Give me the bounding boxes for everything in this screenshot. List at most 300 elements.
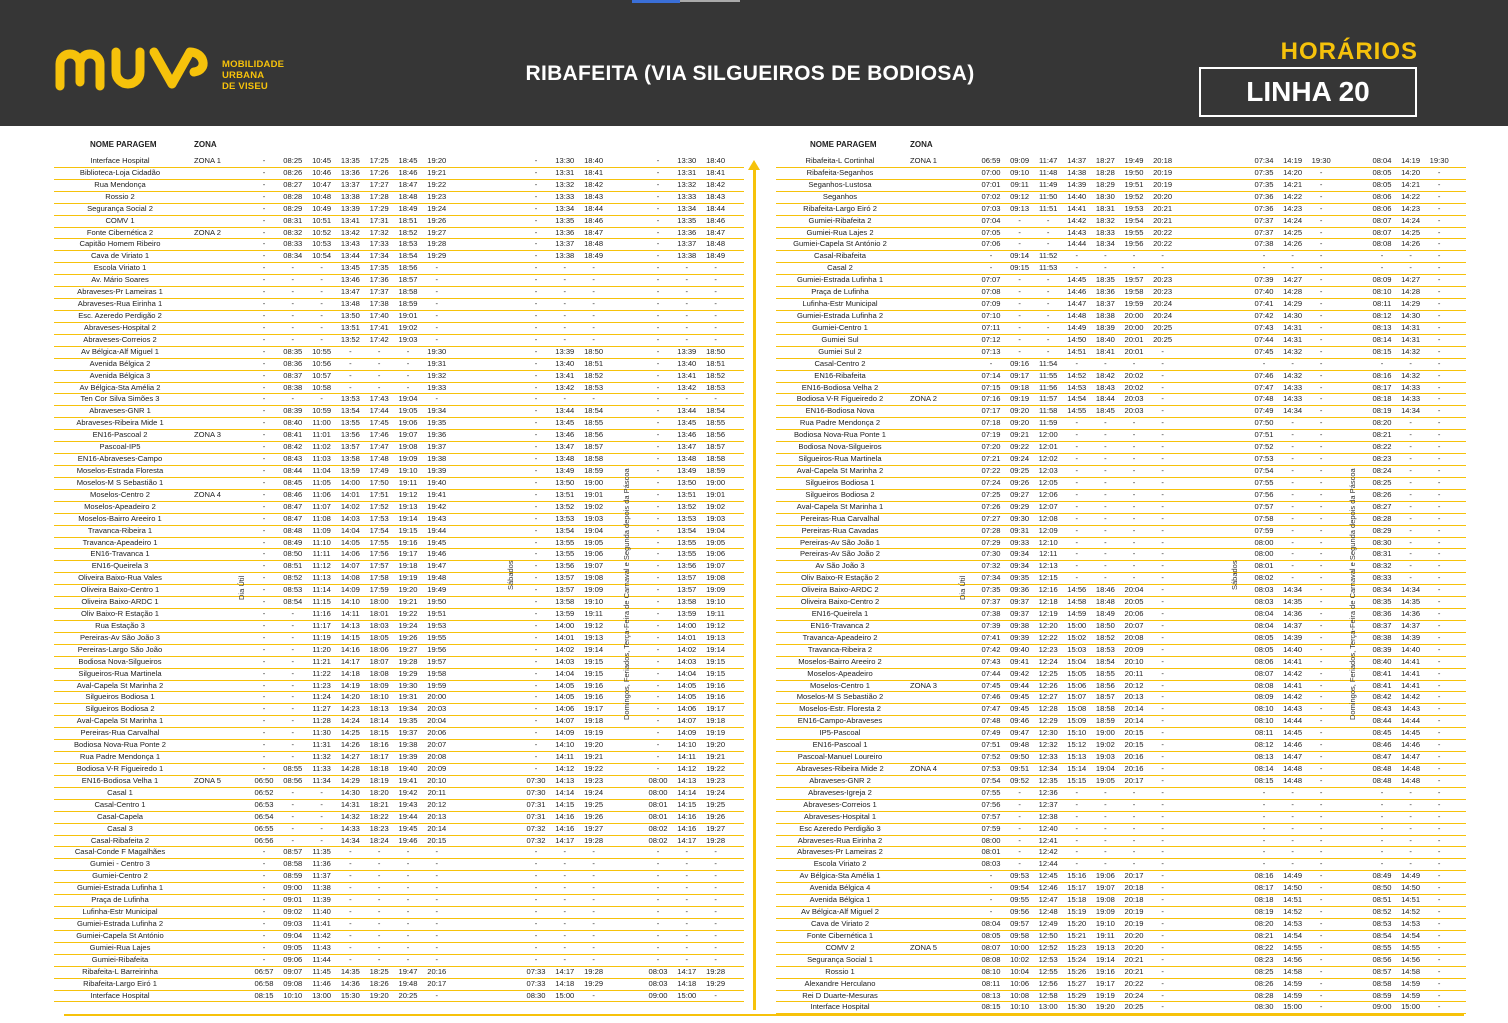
time-cell: 20:21 [1153, 203, 1173, 213]
time-cell: 08:22 [1254, 942, 1274, 952]
time-cell: - [1161, 895, 1164, 905]
time-cell: 14:41 [1067, 203, 1087, 213]
time-cell: - [291, 656, 295, 666]
time-cell: 13:56 [555, 561, 575, 571]
time-cell: - [534, 847, 538, 857]
time-cell: 11:56 [1038, 382, 1058, 392]
time-cell: 08:26 [1372, 489, 1392, 499]
time-cell: 18:44 [584, 203, 604, 213]
time-cell: - [291, 310, 295, 320]
time-cell: 14:52 [1401, 907, 1421, 917]
col-header-zone: ZONA [194, 140, 217, 149]
time-cell: 08:03 [648, 966, 668, 976]
time-cell: 20:22 [1153, 227, 1173, 237]
time-cell: - [1075, 537, 1079, 547]
time-cell: 11:14 [312, 585, 331, 595]
time-cell: 07:59 [981, 823, 1001, 833]
time-cell: 14:59 [1067, 609, 1087, 619]
table-row [54, 263, 744, 275]
time-cell: - [291, 811, 295, 821]
time-cell: - [1319, 668, 1323, 678]
time-cell: 14:34 [340, 835, 360, 845]
time-cell: 13:38 [340, 191, 360, 201]
time-cell: - [1161, 1002, 1164, 1012]
time-cell: - [1437, 692, 1441, 702]
time-cell: 11:10 [312, 537, 331, 547]
time-cell: - [1046, 310, 1050, 320]
time-cell: - [714, 895, 717, 905]
time-cell: 18:48 [584, 239, 604, 249]
time-cell: 14:48 [1401, 775, 1421, 785]
time-cell: 07:18 [981, 418, 1001, 428]
time-cell: - [262, 895, 266, 905]
time-cell: - [989, 907, 993, 917]
time-cell: - [320, 823, 323, 833]
time-cell: 17:41 [369, 322, 389, 332]
time-cell: 09:00 [1372, 1002, 1392, 1012]
time-cell: 08:45 [283, 477, 303, 487]
time-cell: - [592, 895, 595, 905]
time-cell: 09:05 [283, 942, 303, 952]
time-cell: - [435, 334, 439, 344]
time-cell: - [563, 263, 567, 273]
stop-name: Gumiei Sul 2 [818, 346, 862, 356]
time-cell: 15:16 [1067, 871, 1087, 881]
time-cell: - [1319, 573, 1323, 583]
time-cell: - [1132, 430, 1136, 440]
time-cell: 15:00 [555, 990, 575, 1000]
time-cell: - [534, 740, 538, 750]
time-cell: - [435, 859, 439, 869]
time-cell: 08:13 [981, 990, 1001, 1000]
line-number-box: LINHA 20 [1199, 67, 1417, 117]
time-cell: 11:05 [312, 477, 331, 487]
time-cell: 08:41 [1372, 680, 1392, 690]
time-cell: - [262, 370, 266, 380]
stop-name: Interface Hospital [810, 1002, 870, 1012]
time-cell: - [262, 728, 266, 738]
time-cell: - [1262, 358, 1266, 368]
time-cell: 19:25 [584, 799, 604, 809]
time-cell: - [1075, 442, 1079, 452]
time-cell: 10:47 [312, 179, 332, 189]
stop-name: Casal 3 [107, 823, 133, 833]
time-cell: - [1018, 811, 1021, 821]
time-cell: 08:57 [283, 847, 303, 857]
time-cell: 12:50 [1038, 930, 1058, 940]
time-cell: 20:08 [1124, 632, 1144, 642]
stop-name: Pascoal-IP5 [99, 442, 141, 452]
time-cell: 09:15 [1010, 263, 1030, 273]
time-cell: - [1409, 835, 1412, 845]
time-cell: 08:55 [283, 764, 303, 774]
time-cell: 08:25 [283, 156, 303, 165]
tagline-line-3: DE VISEU [222, 81, 268, 92]
time-cell: - [1161, 978, 1164, 988]
time-cell: 19:13 [1095, 942, 1115, 952]
time-cell: 08:44 [283, 465, 303, 475]
time-cell: 19:26 [706, 811, 726, 821]
time-cell: - [1437, 489, 1441, 499]
time-cell: 14:11 [555, 752, 575, 762]
stop-name: EN16-Bodiosa Velha 1 [81, 775, 159, 785]
top-strip-2 [680, 0, 740, 2]
stop-name: Casal 2 [827, 263, 853, 273]
time-cell: 08:38 [283, 382, 303, 392]
time-cell: - [1161, 418, 1164, 428]
time-cell: 19:06 [398, 418, 418, 428]
time-cell: 08:34 [1372, 585, 1392, 595]
time-cell: 20:20 [1153, 191, 1173, 201]
time-cell: - [1437, 203, 1441, 213]
time-cell: - [1319, 239, 1323, 249]
time-cell: - [1409, 442, 1412, 452]
time-cell: 08:39 [283, 406, 303, 416]
time-cell: 13:43 [340, 239, 360, 249]
time-cell: 06:59 [981, 156, 1001, 165]
time-cell: 18:47 [584, 227, 604, 237]
time-cell: - [1132, 477, 1136, 487]
time-cell: 14:09 [340, 585, 360, 595]
time-cell: - [262, 680, 266, 690]
time-cell: - [262, 692, 266, 702]
time-cell: - [534, 167, 538, 177]
time-cell: 08:04 [981, 919, 1001, 928]
time-cell: 14:54 [1283, 930, 1303, 940]
time-cell: 11:54 [1038, 358, 1058, 368]
time-cell: 12:42 [1038, 847, 1058, 857]
time-cell: 12:45 [1038, 871, 1058, 881]
time-cell: - [1437, 883, 1441, 893]
stop-name: EN16-Ribafeita [814, 370, 866, 380]
time-cell: 09:00 [648, 990, 668, 1000]
time-cell: 07:45 [981, 680, 1001, 690]
time-cell: - [1409, 251, 1412, 261]
time-cell: 07:27 [981, 513, 1001, 523]
time-cell: - [534, 919, 538, 928]
time-cell: 08:37 [283, 370, 303, 380]
time-cell: 19:09 [706, 585, 726, 595]
time-cell: 19:26 [584, 811, 604, 821]
time-cell: 19:16 [706, 680, 726, 690]
time-cell: 14:16 [340, 644, 360, 654]
time-cell: 19:05 [706, 537, 726, 547]
time-cell: 19:16 [398, 537, 418, 547]
time-cell: 19:46 [398, 835, 418, 845]
time-cell: - [1291, 549, 1294, 559]
stop-name: Bodiosa Nova-Silgueiros [78, 656, 162, 666]
time-cell: 13:37 [340, 179, 360, 189]
time-cell: 13:59 [555, 609, 575, 619]
time-cell: - [989, 895, 993, 905]
time-cell: 07:41 [1254, 299, 1274, 309]
time-cell: - [320, 394, 323, 404]
time-cell: - [1409, 358, 1412, 368]
time-cell: - [592, 919, 595, 928]
time-cell: 08:17 [1254, 883, 1274, 893]
time-cell: 07:16 [981, 394, 1001, 404]
time-cell: 17:48 [369, 454, 389, 464]
time-cell: 14:37 [1283, 620, 1303, 630]
time-cell: - [656, 704, 660, 714]
time-cell: 09:56 [1010, 907, 1030, 917]
stop-name: Oliv Baixo-R Estação 2 [800, 573, 880, 583]
table-row [776, 538, 1466, 550]
time-cell: 18:08 [369, 668, 389, 678]
time-cell: 09:13 [1010, 203, 1030, 213]
table-row [54, 251, 744, 263]
time-cell: 20:09 [427, 764, 447, 774]
time-cell: 19:51 [1124, 179, 1144, 189]
time-cell: - [1437, 322, 1441, 332]
time-cell: 14:41 [1283, 656, 1303, 666]
time-cell: 18:29 [1095, 179, 1115, 189]
time-cell: 08:53 [1372, 919, 1392, 928]
time-cell: 13:48 [340, 299, 360, 309]
time-cell: - [291, 728, 295, 738]
time-cell: - [262, 704, 266, 714]
table-row [54, 418, 744, 430]
stop-name: Ribafeita-Largo Eiró 1 [83, 978, 157, 988]
table-row [776, 967, 1466, 979]
time-cell: 07:10 [981, 310, 1001, 320]
time-cell: - [685, 299, 689, 309]
time-cell: 13:49 [677, 465, 697, 475]
time-cell: - [1075, 847, 1079, 857]
time-cell: - [262, 442, 266, 452]
time-cell: 14:50 [1067, 334, 1087, 344]
time-cell: 20:21 [1124, 966, 1144, 976]
time-cell: 09:45 [1010, 692, 1030, 702]
time-cell: 20:04 [1124, 585, 1144, 595]
time-cell: - [262, 263, 266, 273]
time-cell: 08:11 [1254, 728, 1274, 738]
time-cell: 07:12 [981, 334, 1001, 344]
time-cell: 13:42 [555, 382, 575, 392]
time-cell: - [1319, 787, 1323, 797]
time-cell: - [1319, 764, 1323, 774]
time-cell: - [592, 394, 595, 404]
time-cell: 18:50 [706, 346, 726, 356]
time-cell: - [262, 465, 266, 475]
time-cell: 20:23 [1153, 287, 1173, 297]
time-cell: 14:54 [1067, 394, 1087, 404]
time-cell: - [656, 275, 660, 285]
time-cell: 13:39 [677, 346, 697, 356]
table-row [776, 812, 1466, 824]
table-row [54, 859, 744, 871]
time-cell: 13:41 [340, 215, 360, 225]
time-cell: - [291, 287, 295, 297]
time-cell: 18:35 [1095, 275, 1115, 285]
time-cell: - [1132, 537, 1136, 547]
table-row [776, 776, 1466, 788]
table-row [776, 728, 1466, 740]
time-cell: 07:57 [981, 811, 1001, 821]
time-cell: 13:31 [555, 167, 575, 177]
time-cell: 18:52 [398, 227, 418, 237]
time-cell: - [1437, 251, 1441, 261]
time-cell: - [1437, 299, 1441, 309]
time-cell: 14:47 [1067, 299, 1087, 309]
time-cell: 08:49 [1372, 871, 1392, 881]
time-cell: - [1104, 537, 1107, 547]
stop-name: Silgueiros-Rua Martinela [798, 454, 882, 464]
time-cell: - [1161, 966, 1164, 976]
time-cell: 14:38 [1067, 167, 1087, 177]
time-cell: 18:20 [369, 787, 389, 797]
time-cell: - [1291, 537, 1294, 547]
zone-label: ZONA 1 [910, 156, 938, 165]
time-cell: - [534, 382, 538, 392]
time-cell: 20:17 [1124, 775, 1144, 785]
time-cell: - [1046, 275, 1050, 285]
time-cell: 08:45 [1372, 728, 1392, 738]
time-cell: 14:15 [555, 799, 575, 809]
time-cell: 08:02 [648, 823, 668, 833]
time-cell: 14:31 [1283, 322, 1303, 332]
time-cell: 19:23 [584, 775, 604, 785]
time-cell: 12:18 [1038, 597, 1058, 607]
time-cell: 13:42 [340, 227, 360, 237]
time-cell: - [1161, 716, 1164, 726]
time-cell: - [656, 156, 660, 165]
table-row [54, 502, 744, 514]
time-cell: - [1132, 799, 1136, 809]
time-cell: - [1104, 454, 1107, 464]
time-cell: - [349, 954, 352, 964]
time-cell: 10:10 [283, 990, 303, 1000]
time-cell: 09:45 [1010, 704, 1030, 714]
time-cell: - [1409, 263, 1412, 273]
time-cell: 19:58 [1124, 287, 1144, 297]
time-cell: - [435, 310, 439, 320]
time-cell: - [435, 275, 439, 285]
time-cell: 14:29 [340, 775, 360, 785]
time-cell: 14:58 [1067, 597, 1087, 607]
time-cell: - [563, 299, 567, 309]
time-cell: - [714, 883, 717, 893]
time-cell: 13:38 [555, 251, 575, 261]
time-cell: 14:41 [1401, 668, 1421, 678]
time-cell: - [1161, 489, 1164, 499]
time-cell: - [685, 394, 689, 404]
time-cell: - [1437, 442, 1441, 452]
time-cell: - [349, 358, 352, 368]
table-row [54, 812, 744, 824]
time-cell: 13:51 [555, 489, 575, 499]
table-row [54, 621, 744, 633]
time-cell: - [262, 907, 266, 917]
time-cell: - [1075, 787, 1079, 797]
time-cell: 08:24 [1372, 465, 1392, 475]
time-cell: - [1319, 632, 1323, 642]
time-cell: - [1437, 907, 1441, 917]
time-cell: 19:12 [706, 620, 726, 630]
time-cell: 08:30 [526, 990, 546, 1000]
time-cell: - [1161, 609, 1164, 619]
time-cell: 13:48 [555, 454, 575, 464]
time-cell: - [435, 299, 439, 309]
table-row [54, 406, 744, 418]
table-row [776, 466, 1466, 478]
time-cell: 13:39 [555, 346, 575, 356]
time-cell: 13:55 [555, 537, 575, 547]
time-cell: 08:11 [981, 978, 1001, 988]
time-cell: - [291, 740, 295, 750]
time-cell: - [1437, 477, 1441, 487]
time-cell: 10:46 [312, 167, 332, 177]
table-row [776, 239, 1466, 251]
time-cell: - [1319, 930, 1323, 940]
time-cell: 08:02 [1254, 573, 1274, 583]
time-cell: - [714, 930, 717, 940]
time-cell: 19:17 [706, 704, 726, 714]
time-cell: 14:30 [1283, 310, 1303, 320]
table-row [776, 597, 1466, 609]
time-cell: 14:19 [340, 680, 360, 690]
time-cell: 14:22 [1401, 191, 1421, 201]
time-cell: 18:58 [1095, 704, 1115, 714]
stop-name: Pereiras-Rua Carvalhal [80, 728, 160, 738]
time-cell: 19:03 [706, 513, 726, 523]
time-cell: - [262, 454, 266, 464]
time-cell: 14:02 [677, 644, 697, 654]
time-cell: 18:55 [584, 418, 604, 428]
time-cell: 18:07 [369, 656, 389, 666]
time-cell: 18:31 [1095, 203, 1115, 213]
time-cell: 07:03 [981, 203, 1001, 213]
time-cell: - [1046, 334, 1050, 344]
time-cell: - [406, 346, 410, 356]
time-cell: 14:44 [1067, 239, 1087, 249]
time-cell: 14:28 [1283, 287, 1303, 297]
time-cell: 12:11 [1038, 549, 1058, 559]
time-cell: 12:36 [1038, 787, 1058, 797]
time-cell: - [1437, 811, 1441, 821]
table-row [776, 359, 1466, 371]
time-cell: - [349, 346, 352, 356]
stop-name: Rua Estação 3 [95, 620, 145, 630]
time-cell: 14:05 [555, 692, 575, 702]
time-cell: 19:23 [706, 775, 726, 785]
time-cell: 08:41 [1372, 668, 1392, 678]
time-cell: - [1319, 919, 1323, 928]
table-row [54, 609, 744, 621]
time-cell: 14:03 [340, 513, 360, 523]
time-cell: - [1319, 299, 1323, 309]
table-row [54, 704, 744, 716]
time-cell: 11:45 [312, 966, 331, 976]
table-row [776, 418, 1466, 430]
time-cell: 08:07 [1372, 215, 1392, 225]
time-cell: - [685, 275, 689, 285]
time-cell: - [349, 370, 352, 380]
time-cell: - [1319, 251, 1323, 261]
time-cell: 14:04 [677, 668, 697, 678]
time-cell: 20:11 [1124, 668, 1144, 678]
time-cell: - [1437, 394, 1441, 404]
time-cell: 12:44 [1038, 859, 1058, 869]
time-cell: 12:28 [1038, 704, 1058, 714]
table-row [54, 776, 744, 788]
time-cell: 13:57 [340, 442, 360, 452]
time-cell: 19:16 [706, 692, 726, 702]
time-cell: 19:02 [1095, 740, 1115, 750]
stop-name: COMV 1 [105, 215, 135, 225]
time-cell: - [1409, 537, 1412, 547]
table-row [54, 335, 744, 347]
